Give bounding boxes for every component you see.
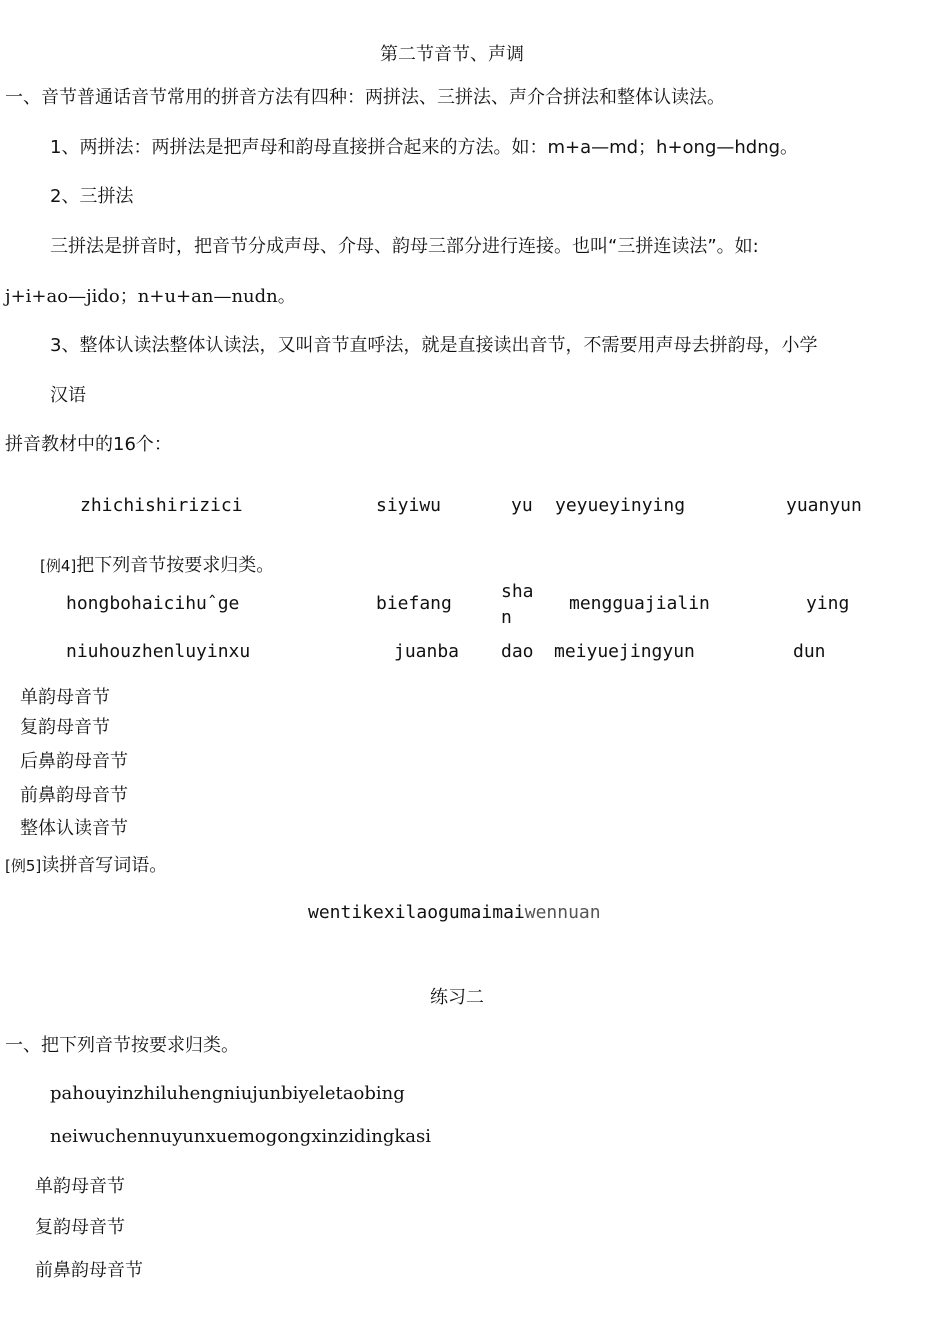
method-whole-reading-cont: 汉语 — [50, 385, 86, 406]
exercise-syllables-line: neiwuchennuyunxuemogongxinzidingkasi — [50, 1126, 432, 1147]
category-label: 整体认读音节 — [20, 818, 128, 839]
list-item — [501, 579, 534, 631]
pinyin-words: wentikexilaogumaimai — [308, 902, 525, 923]
example4-heading — [40, 554, 274, 578]
list-item: juanba — [394, 641, 460, 662]
list-item: dao — [501, 641, 534, 662]
list-item: meiyuejingyun — [554, 641, 695, 662]
method-whole-reading-count: 拼音教材中的16个： — [5, 434, 172, 455]
example5-label: [例5] — [5, 857, 42, 875]
list-item: siyiwu — [376, 495, 442, 516]
method-three-part-body: 三拼法是拼音时，把音节分成声母、介母、韵母三部分进行连接。也叫“三拼连读法”。如: — [50, 236, 759, 257]
list-item: dun — [793, 641, 826, 662]
method-whole-reading: 3、整体认读法整体认读法，又叫音节直呼法，就是直接读出音节，不需要用声母去拼韵母，小学 — [50, 335, 818, 356]
method-three-part-title: 2、三拼法 — [50, 186, 134, 207]
syllable-part: n — [501, 607, 512, 628]
list-item: mengguajialin — [569, 593, 710, 614]
category-label: 复韵母音节 — [20, 717, 110, 738]
list-item: zhichishirizici — [80, 495, 243, 516]
list-item: yu — [511, 495, 533, 516]
exercise-syllables-line: pahouyinzhiluhengniujunbiyeletaobing — [50, 1083, 405, 1104]
exercise-heading: 一、把下列音节按要求归类。 — [5, 1035, 239, 1056]
syllable-part: sha — [501, 581, 534, 602]
example5-heading — [5, 854, 167, 878]
list-item: yuanyun — [786, 495, 862, 516]
example5-pinyin — [308, 901, 601, 925]
category-label: 前鼻韵母音节 — [35, 1260, 143, 1281]
page-title: 第二节音节、声调 — [380, 44, 524, 65]
category-label: 单韵母音节 — [20, 687, 110, 708]
method-three-part-example: j+i+ao—jido；n+u+an—nudn。 — [5, 286, 296, 307]
category-label: 后鼻韵母音节 — [20, 751, 128, 772]
section1-heading: 一、音节普通话音节常用的拼音方法有四种：两拼法、三拼法、声介合拼法和整体认读法。 — [5, 87, 725, 108]
list-item: ying — [806, 593, 850, 614]
example4-text: 把下列音节按要求归类。 — [76, 555, 275, 576]
example5-text: 读拼音写词语。 — [41, 855, 168, 876]
category-label: 前鼻韵母音节 — [20, 785, 128, 806]
method-two-part: 1、两拼法：两拼法是把声母和韵母直接拼合起来的方法。如：m+a—md；h+ong—hdng。 — [50, 137, 799, 158]
list-item: yeyueyinying — [555, 495, 686, 516]
list-item: biefang — [376, 593, 452, 614]
category-label: 复韵母音节 — [35, 1217, 125, 1238]
list-item: niuhouzhenluyinxu — [66, 641, 251, 662]
example4-label: [例4] — [40, 557, 77, 575]
exercise-title: 练习二 — [430, 987, 484, 1008]
pinyin-words: wennuan — [524, 902, 601, 923]
category-label: 单韵母音节 — [35, 1176, 125, 1197]
list-item: hongbohaicihuˆge — [66, 593, 240, 614]
